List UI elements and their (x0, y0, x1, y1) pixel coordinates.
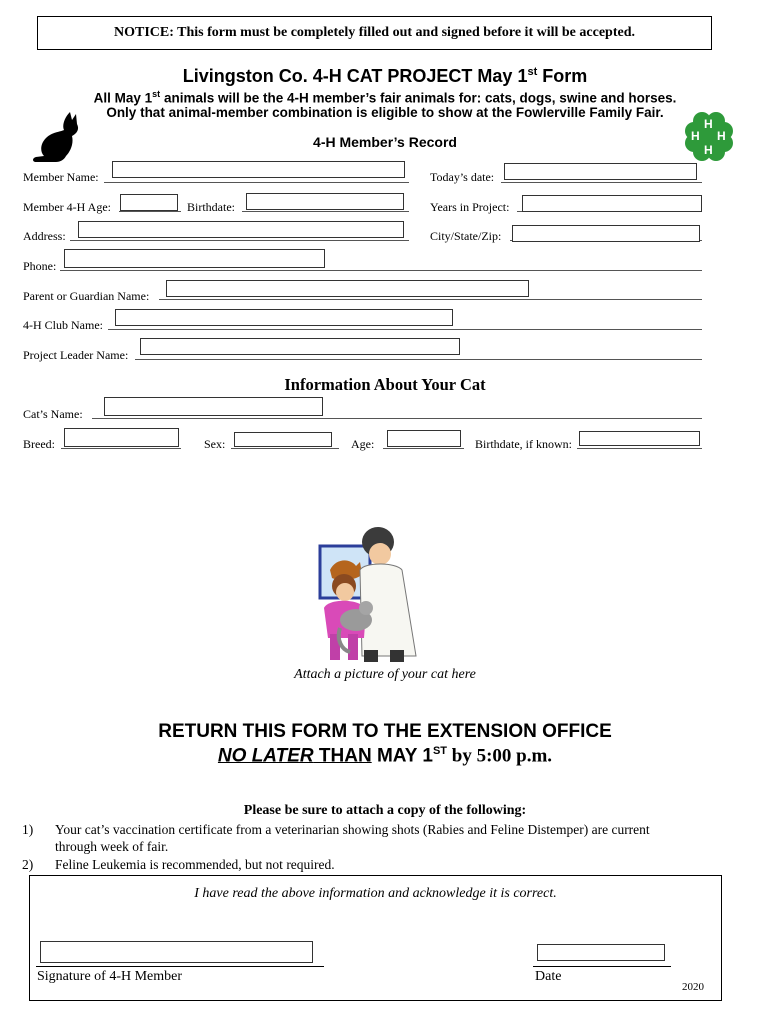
date-underline (533, 966, 671, 967)
signature-label: Signature of 4-H Member (37, 969, 183, 984)
member-name-underline (104, 182, 409, 183)
years-in-project-input[interactable] (522, 195, 702, 212)
club-name-underline (108, 329, 702, 330)
cat-name-label: Cat’s Name: (23, 407, 83, 421)
project-leader-underline (135, 359, 702, 360)
address-underline (70, 240, 409, 241)
project-leader-label: Project Leader Name: (23, 348, 129, 362)
birthdate-underline (242, 211, 409, 212)
breed-input[interactable] (64, 428, 179, 447)
picture-caption: Attach a picture of your cat here (294, 667, 476, 682)
sex-underline (231, 448, 339, 449)
club-name-label: 4-H Club Name: (23, 318, 103, 332)
address-label: Address: (23, 229, 66, 243)
sex-label: Sex: (204, 437, 226, 451)
notice-banner (37, 16, 712, 50)
attach-item-2-num: 2) (22, 857, 34, 872)
member-age-input[interactable] (120, 194, 178, 211)
parent-guardian-input[interactable] (166, 280, 529, 297)
subtitle-line-1 (0, 89, 770, 106)
record-heading: 4-H Member’s Record (313, 134, 457, 150)
attach-item-1-text: Your cat’s vaccination certificate from a veterinarian showing shots (Rabies and Feline Distemper) are current (55, 822, 650, 837)
birthdate-input[interactable] (246, 193, 404, 210)
phone-input[interactable] (64, 249, 325, 268)
title-sup: st (527, 66, 538, 78)
attach-heading: Please be sure to attach a copy of the following: (243, 803, 527, 818)
notice-text: NOTICE: This form must be completely filled out and signed before it will be accepted. (114, 25, 635, 40)
cat-age-input[interactable] (387, 430, 461, 447)
member-age-label: Member 4-H Age: (23, 200, 111, 214)
cat-birthdate-input[interactable] (579, 431, 700, 446)
subtitle1-sup: st (152, 89, 161, 99)
cat-age-underline (383, 448, 464, 449)
years-in-project-label: Years in Project: (430, 200, 510, 214)
attach-item-1-text-cont: through week of fair. (55, 839, 169, 854)
date-label: Date (535, 969, 562, 984)
todays-date-input[interactable] (504, 163, 697, 180)
todays-date-underline (501, 182, 702, 183)
phone-label: Phone: (23, 259, 57, 273)
date-input[interactable] (537, 944, 665, 961)
subtitle1-prefix: All May 1 (93, 90, 153, 106)
no-later-text: NO LATER (217, 745, 314, 767)
may-sup: ST (432, 745, 448, 757)
title-text: Livingston Co. 4-H CAT PROJECT May 1 (182, 66, 528, 86)
return-heading-line-1: RETURN THIS FORM TO THE EXTENSION OFFICE (158, 721, 612, 742)
member-age-underline (119, 211, 181, 212)
svg-text:H: H (691, 129, 700, 143)
parent-guardian-underline (159, 299, 702, 300)
project-leader-input[interactable] (140, 338, 460, 355)
club-name-input[interactable] (115, 309, 453, 326)
member-name-input[interactable] (112, 161, 405, 178)
than-text: THAN (313, 745, 372, 767)
attach-item-2-text: Feline Leukemia is recommended, but not required. (55, 857, 335, 872)
form-year: 2020 (682, 981, 704, 993)
cat-birthdate-underline (577, 448, 702, 449)
breed-label: Breed: (23, 437, 55, 451)
todays-date-label: Today’s date: (430, 170, 495, 184)
subtitle1-suffix: animals will be the 4-H member’s fair animals for: cats, dogs, swine and horses. (160, 90, 677, 106)
breed-underline (61, 448, 181, 449)
address-input[interactable] (78, 221, 404, 238)
city-state-zip-input[interactable] (512, 225, 700, 242)
cat-name-underline (92, 418, 702, 419)
svg-text:H: H (717, 129, 726, 143)
return-heading-line-2 (0, 745, 770, 767)
vet-clipart-image (300, 522, 430, 667)
signature-underline (36, 966, 324, 967)
city-state-zip-label: City/State/Zip: (430, 229, 502, 243)
subtitle-line-2: Only that animal-member combination is eligible to show at the Fowlerville Family Fair. (106, 105, 664, 120)
svg-text:H: H (704, 143, 713, 157)
cat-name-input[interactable] (104, 397, 323, 416)
sex-input[interactable] (234, 432, 332, 447)
svg-text:H: H (704, 117, 713, 131)
cat-birthdate-label: Birthdate, if known: (475, 437, 572, 451)
birthdate-label: Birthdate: (187, 200, 235, 214)
acknowledgement-text: I have read the above information and acknowledge it is correct. (194, 886, 557, 901)
parent-guardian-label: Parent or Guardian Name: (23, 289, 150, 303)
member-name-label: Member Name: (23, 170, 99, 184)
cat-info-heading: Information About Your Cat (284, 375, 486, 394)
cat-age-label: Age: (351, 437, 375, 451)
deadline-time-text: by 5:00 p.m. (447, 745, 553, 767)
attach-item-1-num: 1) (22, 822, 34, 837)
may-text: MAY 1 (371, 745, 433, 767)
title-suffix: Form (537, 66, 588, 86)
signature-input[interactable] (40, 941, 313, 963)
phone-underline (60, 270, 702, 271)
form-title (0, 66, 770, 87)
